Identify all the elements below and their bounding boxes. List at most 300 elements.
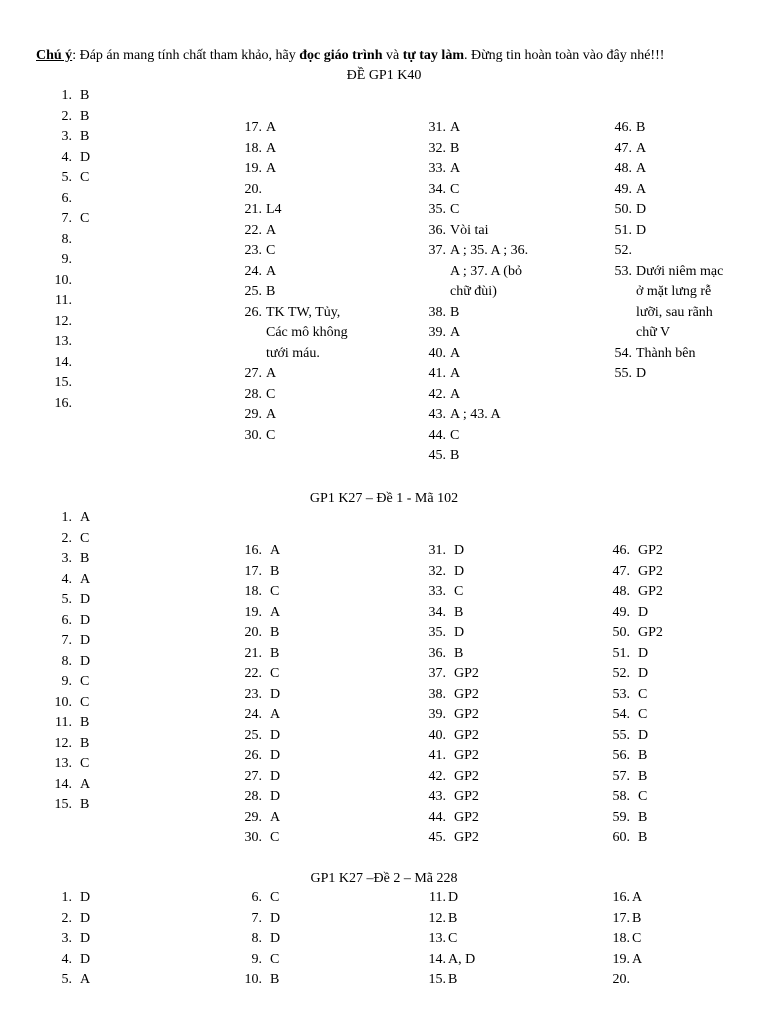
answer-value: D: [80, 910, 91, 926]
answer-value: GP2: [638, 625, 663, 640]
question-number: 21.: [244, 645, 262, 661]
answer-item: [416, 562, 465, 583]
question-number: 27.: [244, 768, 262, 784]
answer-item: [422, 180, 460, 201]
answer-item: [422, 221, 489, 242]
answer-value: D: [270, 789, 281, 804]
answer-item: [416, 685, 479, 706]
answer-value: D: [270, 931, 281, 946]
section-title: ĐỀ GP1 K40: [346, 68, 422, 83]
answer-value: A: [450, 386, 461, 402]
question-number: 34.: [428, 181, 446, 197]
question-number: 10.: [54, 272, 72, 288]
question-number: 3.: [61, 129, 72, 144]
answer-item: [238, 200, 282, 221]
answer-item: [422, 159, 461, 180]
answer-value: A: [632, 951, 643, 967]
answer-item: [238, 405, 277, 426]
question-number: 31.: [428, 543, 446, 558]
answer-value: A: [270, 707, 281, 722]
question-number: 1.: [61, 510, 72, 525]
question-number: 8.: [251, 931, 262, 946]
answer-value: A: [270, 809, 281, 825]
question-number: 12.: [428, 910, 446, 926]
answer-item: [422, 303, 460, 324]
question-number: 18.: [612, 931, 630, 946]
question-number: 45.: [428, 448, 446, 463]
answer-item: [232, 828, 280, 849]
answer-item: [416, 909, 458, 930]
answer-item: [232, 808, 281, 829]
question-number: 17.: [244, 120, 262, 135]
answer-value: D: [80, 592, 91, 607]
question-number: 2.: [61, 910, 72, 926]
answer-value: Các mô không: [266, 325, 348, 340]
answer-value: C: [454, 584, 464, 599]
answer-value: L4: [266, 202, 282, 217]
question-number: 4.: [61, 571, 72, 587]
answer-value: C: [638, 789, 648, 804]
question-number: 41.: [428, 366, 446, 381]
answer-item: [238, 262, 277, 283]
answer-item: [232, 929, 281, 950]
answer-value: B: [266, 284, 276, 299]
answer-item: [232, 644, 280, 665]
question-number: 59.: [612, 809, 630, 825]
answer-item: [48, 209, 90, 230]
answer-item: [232, 726, 281, 747]
answer-item: [238, 323, 348, 344]
question-number: 2.: [61, 108, 72, 124]
question-number: 39.: [428, 325, 446, 340]
question-number: 5.: [61, 972, 72, 987]
answer-item: [416, 705, 479, 726]
answer-item: [48, 611, 91, 632]
answer-value: B: [638, 809, 648, 825]
question-number: 5.: [61, 592, 72, 607]
answer-value: GP2: [454, 727, 479, 743]
answer-item: [416, 970, 458, 991]
answer-value: B: [270, 563, 280, 579]
question-number: 15.: [54, 375, 72, 390]
answer-item: [600, 970, 630, 991]
answer-item: [48, 693, 90, 714]
answer-item: [48, 271, 72, 292]
answer-item: [600, 888, 643, 909]
answer-item: [48, 734, 90, 755]
answer-value: A: [450, 161, 461, 176]
question-number: 58.: [612, 789, 630, 804]
answer-value: A: [636, 140, 647, 156]
answer-item: [48, 795, 90, 816]
question-number: 23.: [244, 686, 262, 702]
question-number: 17.: [244, 563, 262, 579]
answer-value: D: [638, 645, 649, 661]
answer-value: D: [638, 604, 649, 620]
question-number: 44.: [428, 427, 446, 443]
answer-value: C: [270, 584, 280, 599]
answer-item: [608, 180, 647, 201]
question-number: 41.: [428, 748, 446, 763]
answer-value: C: [450, 202, 460, 217]
question-number: 33.: [428, 584, 446, 599]
answer-item: [416, 767, 479, 788]
answer-item: [48, 148, 91, 169]
answer-item: [232, 888, 280, 909]
question-number: 16.: [54, 395, 72, 411]
answer-value: GP2: [638, 584, 663, 599]
answer-item: [608, 200, 647, 221]
disclaimer-note: [36, 46, 664, 66]
question-number: 3.: [61, 931, 72, 946]
question-number: 30.: [244, 427, 262, 443]
question-number: 10.: [244, 972, 262, 987]
answer-value: B: [632, 910, 642, 926]
answer-item: [608, 344, 696, 365]
question-number: 24.: [244, 263, 262, 279]
answer-value: D: [636, 366, 647, 381]
answer-item: [238, 118, 277, 139]
answer-value: D: [80, 149, 91, 165]
answer-item: [48, 590, 91, 611]
question-number: 16.: [612, 890, 630, 905]
answer-value: B: [638, 768, 648, 784]
answer-item: [422, 426, 460, 447]
question-number: 13.: [54, 756, 72, 771]
question-number: 37.: [428, 243, 446, 258]
question-number: 12.: [54, 313, 72, 329]
question-number: 18.: [244, 140, 262, 156]
answer-item: [238, 180, 262, 201]
answer-item: [422, 118, 461, 139]
answer-value: A: [270, 604, 281, 620]
question-number: 25.: [244, 284, 262, 299]
answer-value: Thành bên: [636, 345, 696, 361]
question-number: 4.: [61, 149, 72, 165]
answer-item: [48, 652, 91, 673]
question-number: 7.: [61, 633, 72, 648]
answer-value: lưỡi, sau rãnh: [636, 304, 713, 320]
question-number: 28.: [244, 789, 262, 804]
question-number: 60.: [612, 830, 630, 845]
answer-value: B: [80, 551, 90, 566]
answer-item: [48, 291, 72, 312]
question-number: 28.: [244, 386, 262, 402]
question-number: 26.: [244, 304, 262, 320]
question-number: 14.: [54, 354, 72, 370]
answer-value: B: [638, 830, 648, 845]
answer-value: C: [270, 666, 280, 681]
answer-item: [416, 888, 459, 909]
answer-item: [600, 808, 648, 829]
answer-item: [422, 405, 501, 426]
answer-value: C: [270, 951, 280, 967]
answer-value: B: [450, 448, 460, 463]
question-number: 51.: [612, 645, 630, 661]
answer-value: D: [636, 202, 647, 217]
section-title: GP1 K27 –Đề 2 – Mã 228: [310, 871, 458, 886]
answer-value: B: [450, 140, 460, 156]
answer-value: B: [454, 645, 464, 661]
question-number: 11.: [55, 293, 72, 308]
answer-value: B: [450, 304, 460, 320]
answer-value: A: [80, 571, 91, 587]
question-number: 49.: [612, 604, 630, 620]
answer-item: [48, 529, 90, 550]
question-number: 1.: [61, 890, 72, 905]
question-number: 47.: [612, 563, 630, 579]
answer-item: [608, 282, 712, 303]
answer-value: Dưới niêm mạc: [636, 263, 724, 279]
question-number: 52.: [614, 243, 632, 258]
answer-value: ở mặt lưng rễ: [636, 284, 712, 299]
answer-item: [600, 562, 663, 583]
question-number: 27.: [244, 366, 262, 381]
question-number: 52.: [612, 666, 630, 681]
question-number: 15.: [428, 972, 446, 987]
answer-item: [600, 705, 648, 726]
answer-value: A: [80, 972, 91, 987]
question-number: 36.: [428, 645, 446, 661]
question-number: 1.: [61, 88, 72, 103]
answer-item: [600, 603, 649, 624]
answer-item: [416, 746, 479, 767]
answer-item: [416, 808, 479, 829]
answer-item: [232, 623, 280, 644]
answer-value: B: [80, 797, 90, 812]
answer-value: C: [450, 181, 460, 197]
answer-value: D: [270, 727, 281, 743]
question-number: 55.: [612, 727, 630, 743]
answer-item: [608, 323, 671, 344]
answer-value: chữ V: [636, 325, 671, 340]
answer-item: [416, 664, 479, 685]
answer-value: A ; 35. A ; 36.: [450, 243, 529, 258]
answer-item: [600, 787, 648, 808]
question-number: 8.: [61, 653, 72, 669]
question-number: 8.: [61, 231, 72, 247]
answer-item: [416, 950, 476, 971]
answer-item: [232, 603, 281, 624]
answer-item: [600, 541, 663, 562]
question-number: 46.: [614, 120, 632, 135]
answer-value: D: [80, 951, 91, 967]
question-number: 20.: [612, 972, 630, 987]
question-number: 9.: [251, 951, 262, 967]
question-number: 11.: [429, 890, 446, 905]
answer-value: C: [448, 931, 458, 946]
question-number: 22.: [244, 666, 262, 681]
question-number: 39.: [428, 707, 446, 722]
answer-item: [232, 664, 280, 685]
answer-value: A: [450, 325, 461, 340]
answer-item: [600, 644, 649, 665]
answer-value: C: [270, 890, 280, 905]
answer-value: D: [638, 666, 649, 681]
question-number: 10.: [54, 694, 72, 710]
answer-item: [422, 446, 460, 467]
question-number: 38.: [428, 686, 446, 702]
answer-item: [48, 672, 90, 693]
answer-value: D: [80, 890, 91, 905]
answer-item: [48, 250, 72, 271]
answer-item: [48, 332, 72, 353]
answer-item: [48, 373, 72, 394]
answer-value: GP2: [454, 768, 479, 784]
answer-value: GP2: [454, 707, 479, 722]
answer-item: [608, 262, 724, 283]
answer-item: [48, 394, 72, 415]
answer-item: [600, 950, 643, 971]
answer-value: C: [632, 931, 642, 946]
answer-value: C: [80, 530, 90, 546]
answer-item: [48, 775, 91, 796]
answer-item: [48, 107, 90, 128]
answer-value: A: [80, 510, 91, 525]
answer-item: [238, 344, 320, 365]
answer-item: [422, 344, 461, 365]
answer-value: B: [448, 972, 458, 987]
question-number: 33.: [428, 161, 446, 176]
answer-item: [600, 664, 649, 685]
question-number: 53.: [612, 686, 630, 702]
question-number: 43.: [428, 407, 446, 422]
question-number: 29.: [244, 809, 262, 825]
answer-value: D: [270, 910, 281, 926]
answer-value: D: [448, 890, 459, 905]
question-number: 45.: [428, 830, 446, 845]
answer-item: [48, 508, 91, 529]
answer-item: [600, 623, 663, 644]
answer-item: [238, 364, 277, 385]
answer-item: [48, 909, 91, 930]
answer-value: A: [266, 120, 277, 135]
answer-value: D: [454, 543, 465, 558]
answer-value: C: [638, 707, 648, 722]
answer-item: [232, 746, 281, 767]
answer-item: [48, 189, 72, 210]
answer-value: GP2: [638, 563, 663, 579]
answer-value: D: [80, 612, 91, 628]
answer-value: B: [270, 625, 280, 640]
answer-item: [422, 385, 461, 406]
question-number: 6.: [61, 190, 72, 206]
answer-item: [416, 787, 479, 808]
question-number: 4.: [61, 951, 72, 967]
answer-item: [48, 888, 91, 909]
answer-value: D: [270, 748, 281, 763]
question-number: 32.: [428, 140, 446, 156]
answer-item: [416, 644, 464, 665]
question-number: 57.: [612, 768, 630, 784]
answer-item: [238, 221, 277, 242]
question-number: 17.: [612, 910, 630, 926]
answer-item: [48, 230, 72, 251]
answer-item: [608, 139, 647, 160]
note-text: : Đáp án mang tính chất tham khảo, hãy: [72, 48, 300, 63]
answer-item: [600, 828, 648, 849]
question-number: 2.: [61, 530, 72, 546]
answer-value: C: [80, 211, 90, 226]
answer-value: A: [270, 543, 281, 558]
answer-item: [48, 570, 91, 591]
question-number: 6.: [61, 612, 72, 628]
answer-value: D: [80, 633, 91, 648]
answer-item: [238, 303, 341, 324]
answer-value: B: [80, 129, 90, 144]
note-text: . Đừng tin hoàn toàn vào đây nhé!!!: [463, 48, 665, 63]
question-number: 7.: [251, 910, 262, 926]
answer-value: B: [80, 715, 90, 730]
question-number: 12.: [54, 735, 72, 751]
question-number: 51.: [614, 222, 632, 238]
question-number: 40.: [428, 727, 446, 743]
answer-value: B: [80, 735, 90, 751]
question-number: 36.: [428, 222, 446, 238]
answer-item: [232, 970, 280, 991]
answer-value: chữ đùi): [450, 284, 497, 299]
answer-value: D: [636, 222, 647, 238]
question-number: 7.: [61, 211, 72, 226]
answer-value: A ; 43. A: [450, 407, 501, 422]
answer-item: [48, 549, 90, 570]
answer-item: [600, 582, 663, 603]
question-number: 14.: [54, 776, 72, 792]
answer-value: A: [266, 222, 277, 238]
note-label: Chú ý: [36, 48, 73, 63]
answer-item: [422, 241, 529, 262]
question-number: 11.: [55, 715, 72, 730]
note-emphasis: đọc giáo trình: [299, 48, 383, 63]
question-number: 29.: [244, 407, 262, 422]
answer-item: [422, 262, 522, 283]
question-number: 53.: [614, 263, 632, 279]
answer-item: [416, 828, 479, 849]
answer-value: D: [80, 931, 91, 946]
question-number: 19.: [244, 161, 262, 176]
answer-item: [48, 713, 90, 734]
answer-value: A: [266, 263, 277, 279]
answer-value: GP2: [454, 666, 479, 681]
answer-item: [232, 909, 281, 930]
answer-item: [48, 970, 91, 991]
question-number: 34.: [428, 604, 446, 620]
answer-item: [232, 685, 281, 706]
answer-value: A, D: [448, 951, 476, 967]
answer-value: C: [80, 756, 90, 771]
answer-item: [48, 353, 72, 374]
answer-item: [422, 282, 497, 303]
answer-value: D: [454, 625, 465, 640]
question-number: 54.: [612, 707, 630, 722]
answer-value: A: [266, 407, 277, 422]
note-emphasis: tự tay làm: [402, 48, 464, 63]
question-number: 25.: [244, 727, 262, 743]
question-number: 9.: [61, 252, 72, 267]
answer-item: [48, 754, 90, 775]
answer-value: B: [448, 910, 458, 926]
note-text: và: [382, 48, 403, 63]
question-number: 49.: [614, 181, 632, 197]
question-number: 37.: [428, 666, 446, 681]
question-number: 18.: [244, 584, 262, 599]
question-number: 42.: [428, 768, 446, 784]
answer-item: [416, 623, 465, 644]
answer-value: C: [80, 694, 90, 710]
answer-value: GP2: [454, 748, 479, 763]
answer-value: D: [270, 768, 281, 784]
question-number: 32.: [428, 563, 446, 579]
